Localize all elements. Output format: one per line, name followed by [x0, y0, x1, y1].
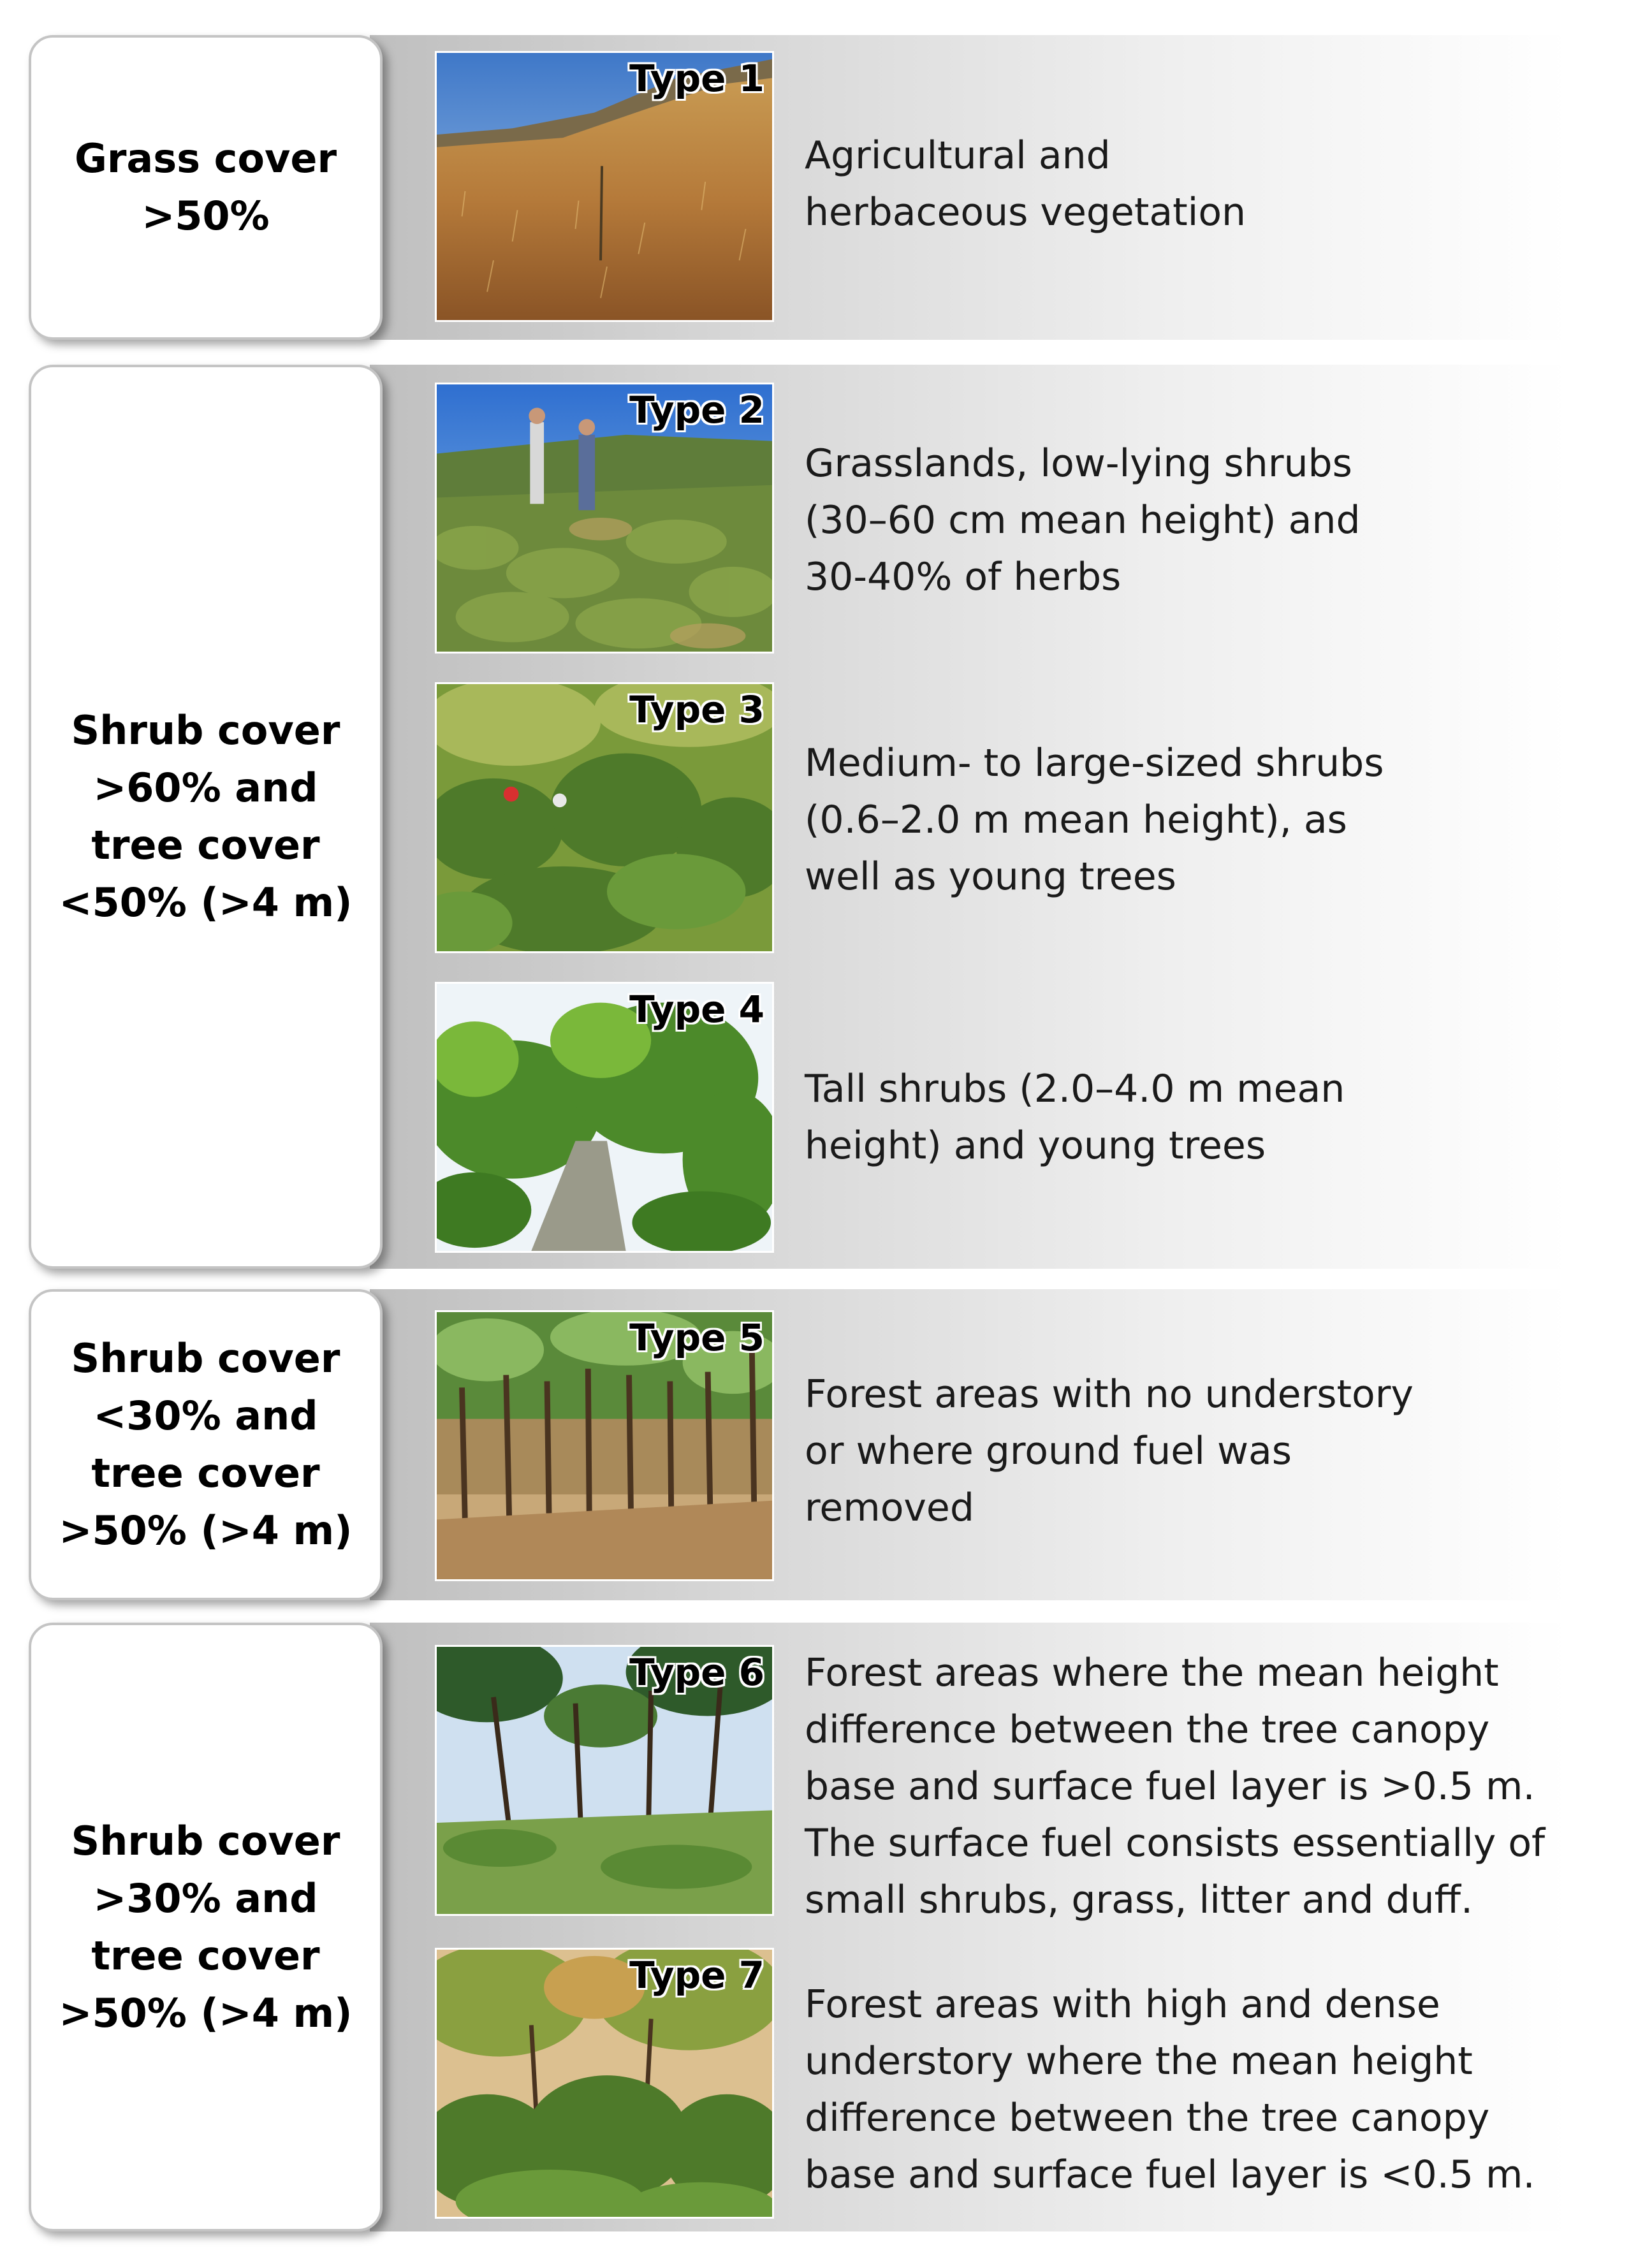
- type-label: Type 5: [629, 1316, 764, 1359]
- type-3-photo: [435, 682, 774, 953]
- group-box-grass: [29, 35, 383, 340]
- type-5-description: Forest areas with no understory or where ground fuel was removed: [805, 1372, 1414, 1530]
- type-4-description: Tall shrubs (2.0–4.0 m mean height) and young trees: [805, 1067, 1345, 1168]
- type-label: Type 3: [629, 688, 764, 731]
- type-6-description: Forest areas where the mean height difference between the tree canopy base and surface fuel layer is >0.5 m. The surface fuel consists essentially of small shrubs, grass, litter and duff.: [805, 1651, 1546, 1922]
- type-4-photo: [435, 982, 774, 1253]
- type-5-photo: [435, 1310, 774, 1581]
- type-label: Type 2: [629, 388, 764, 432]
- type-label: Type 6: [629, 1651, 764, 1694]
- group-box-shrub-high: [29, 365, 383, 1269]
- type-2-description: Grasslands, low-lying shrubs (30–60 cm mean height) and 30-40% of herbs: [805, 441, 1361, 599]
- group-label: Shrub cover >60% and tree cover <50% (>4 m): [59, 707, 353, 926]
- group-label: Shrub cover <30% and tree cover >50% (>4 m): [59, 1335, 353, 1554]
- group-label: Shrub cover >30% and tree cover >50% (>4 m): [59, 1817, 353, 2036]
- type-label: Type 4: [629, 988, 764, 1031]
- type-label: Type 7: [629, 1954, 764, 1997]
- group-box-shrub-low-forest: [29, 1289, 383, 1600]
- type-7-description: Forest areas with high and dense understory where the mean height difference between the tree canopy base and surface fuel layer is <0.5 m.: [805, 1982, 1535, 2197]
- type-7-photo: [435, 1948, 774, 2219]
- type-1-photo: [435, 51, 774, 322]
- type-1-description: Agricultural and herbaceous vegetation: [805, 133, 1246, 235]
- type-6-photo: [435, 1645, 774, 1916]
- group-box-shrub-forest: [29, 1623, 383, 2231]
- type-label: Type 1: [629, 57, 764, 100]
- group-label: Grass cover >50%: [74, 135, 337, 239]
- type-3-description: Medium- to large-sized shrubs (0.6–2.0 m mean height), as well as young trees: [805, 741, 1384, 899]
- type-2-photo: [435, 383, 774, 654]
